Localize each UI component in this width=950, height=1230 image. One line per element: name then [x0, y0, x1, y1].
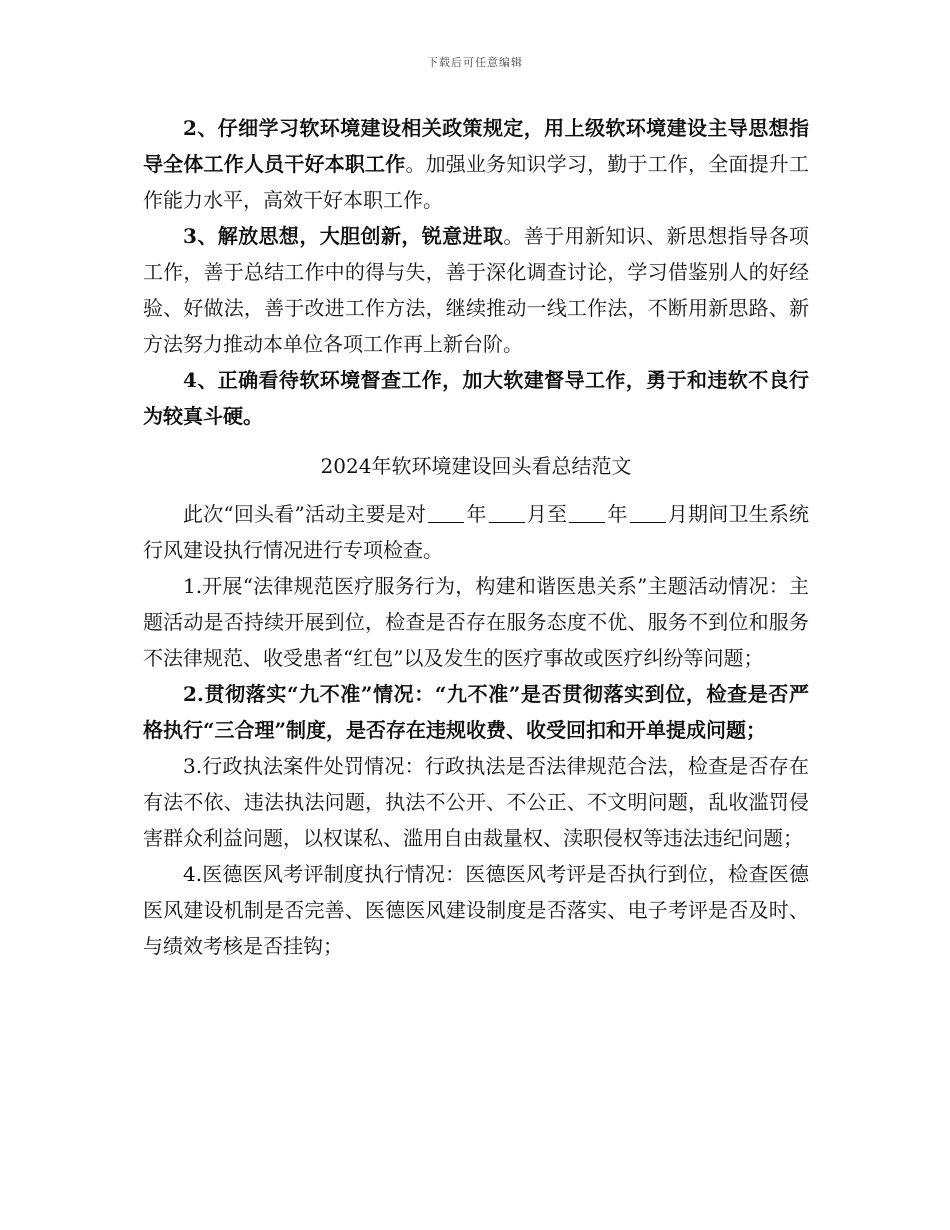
intro-text-a: 此次“回头看”活动主要是对 [183, 502, 427, 526]
intro-text-b: 年 [466, 502, 487, 526]
item-2: 2.贯彻落实“九不准”情况：“九不准”是否贯彻落实到位，检查是否严格执行“三合理”制度，是否存在违规收费、收受回扣和开单提成问题； [143, 682, 809, 742]
paragraph-4: 4、正确看待软环境督查工作，加大软建督导工作，勇于和违软不良行为较真斗硬。 [143, 368, 809, 428]
item-4: 4.医德医风考评制度执行情况：医德医风考评是否执行到位，检查医德医风建设机制是否完善、医德医风建设制度是否落实、电子考评是否及时、与绩效考核是否挂钩； [143, 862, 809, 958]
paragraph-2-bold: 2、仔细学习软环境建设相关政策规定，用上级软环境建设主导思想指导全体工作人员干好本职工作 [143, 116, 809, 176]
document-body [143, 110, 809, 964]
item-1: 1.开展“法律规范医疗服务行为，构建和谐医患关系”主题活动情况：主题活动是否持续开展到位，检查是否存在服务态度不优、服务不到位和服务不法律规范、收受患者“红包”以及发生的医疗事故或医疗纠纷等问题； [143, 574, 809, 670]
section-title: 2024年软环境建设回头看总结范文 [320, 454, 632, 478]
paragraph-2 [143, 110, 809, 218]
paragraph-2-text: 。加强业务知识学习，勤于工作，全面提升工作能力水平，高效干好本职工作。 [143, 152, 809, 212]
intro-text-e: 月期间卫生系统行风建设执行情况进行专项检查。 [143, 502, 810, 562]
paragraph-3-bold: 3、解放思想，大胆创新，锐意进取 [183, 224, 504, 248]
blank-line [489, 502, 525, 523]
blank-line [569, 502, 605, 523]
intro-text-c: 月至 [526, 502, 568, 526]
item-3: 3.行政执法案件处罚情况：行政执法是否法律规范合法，检查是否存在有法不依、违法执法问题，执法不公开、不公正、不文明问题，乱收滥罚侵害群众利益问题，以权谋私、滥用自由裁量权、渎职侵权等违法违纪问题； [143, 754, 809, 850]
blank-line [428, 502, 464, 523]
intro-paragraph [143, 496, 809, 568]
blank-line [630, 502, 666, 523]
paragraph-3-text: 。善于用新知识、新思想指导各项工作，善于总结工作中的得与失，善于深化调查讨论，学习借鉴别人的好经验、好做法，善于改进工作方法，继续推动一线工作法，不断用新思路、新方法努力推动本单位各项工作再上新台阶。 [143, 224, 809, 356]
intro-text-d: 年 [607, 502, 628, 526]
paragraph-3 [143, 218, 809, 362]
page-header: 下载后可任意编辑 [427, 56, 523, 69]
